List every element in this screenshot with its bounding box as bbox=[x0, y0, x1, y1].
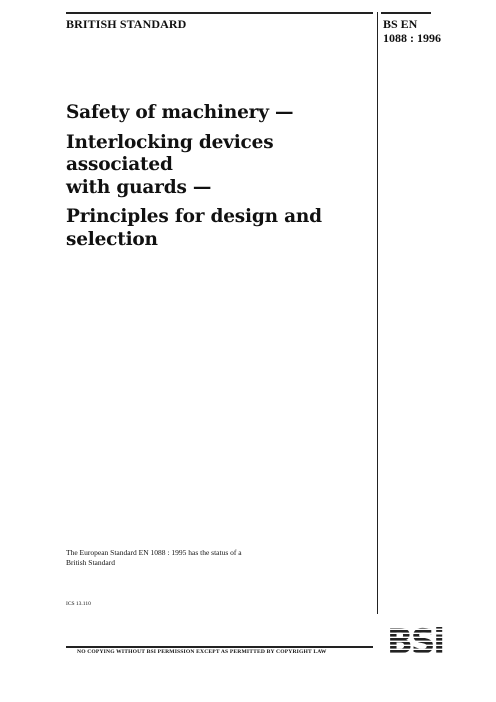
title-line: Safety of machinery — bbox=[66, 102, 294, 123]
standard-number bbox=[383, 17, 441, 45]
document-title bbox=[66, 102, 376, 251]
header-label: BRITISH STANDARD bbox=[66, 17, 187, 31]
status-statement bbox=[66, 548, 306, 568]
standard-number-line1: BS EN bbox=[383, 17, 418, 31]
ics-code: ICS 13.110 bbox=[66, 601, 91, 607]
vertical-divider bbox=[377, 12, 378, 614]
top-rule-right bbox=[381, 12, 431, 14]
bsi-logo bbox=[386, 618, 448, 658]
copyright-notice: NO COPYING WITHOUT BSI PERMISSION EXCEPT AS PERMITTED BY COPYRIGHT LAW bbox=[77, 649, 327, 655]
status-line: The European Standard EN 1088 : 1995 has the status of a bbox=[66, 548, 242, 557]
status-line: British Standard bbox=[66, 558, 115, 567]
title-line: Principles for design and bbox=[66, 206, 322, 227]
top-rule bbox=[66, 12, 373, 14]
title-line: with guards — bbox=[66, 176, 212, 198]
title-line: Interlocking devices associated bbox=[66, 131, 274, 175]
bottom-rule bbox=[66, 646, 373, 648]
title-line: selection bbox=[66, 228, 158, 250]
standard-number-line2: 1088 : 1996 bbox=[383, 31, 441, 45]
